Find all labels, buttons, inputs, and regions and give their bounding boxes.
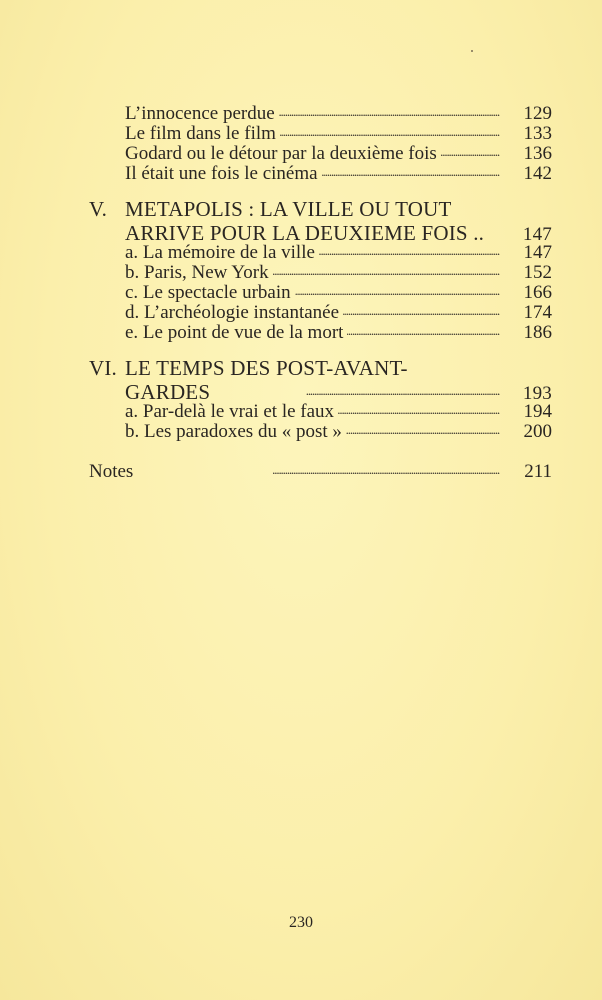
- chapter-number: VI.: [89, 356, 118, 380]
- toc-entry-label: Le film dans le film: [125, 123, 276, 144]
- dot-leader: [319, 238, 500, 258]
- toc-entry-page: 129: [523, 103, 552, 124]
- chapter-title-text: GARDES: [125, 380, 211, 404]
- dot-leader: [338, 397, 500, 417]
- dot-leader: [273, 258, 500, 278]
- dot-leader: [280, 119, 500, 139]
- dot-leader: [295, 278, 500, 298]
- toc-entry[interactable]: [125, 318, 552, 343]
- dot-leader: [322, 159, 500, 179]
- chapter-title-text: METAPOLIS : LA VILLE OU TOUT: [125, 197, 452, 221]
- toc-entry-label: Notes: [89, 461, 134, 482]
- toc-entry-label: L’innocence perdue: [125, 103, 275, 124]
- paper-speck: [471, 50, 473, 52]
- toc-entry-page: 200: [523, 421, 552, 442]
- toc-entry[interactable]: [125, 417, 552, 442]
- chapter-page: 147: [522, 224, 552, 245]
- chapter-title-text: LE TEMPS DES POST-AVANT-: [125, 356, 408, 380]
- dot-leader: [279, 99, 500, 119]
- toc-entry-page: 166: [523, 282, 552, 303]
- toc-entry-page: 133: [523, 123, 552, 144]
- chapter-title-line: [125, 198, 552, 220]
- chapter-page: 193: [522, 383, 552, 404]
- toc-entry-page: 136: [523, 143, 552, 164]
- toc-entry-label: Il était une fois le cinéma: [125, 163, 318, 184]
- chapter-title-line: [125, 357, 552, 379]
- toc-entry-page: 211: [524, 461, 552, 482]
- toc-entry-page: 147: [523, 242, 552, 263]
- toc-entry-label: b. Paris, New York: [125, 262, 269, 283]
- dot-leader: [137, 457, 500, 477]
- toc-entry-page: 142: [523, 163, 552, 184]
- toc-entry-label: c. Le spectacle urbain: [125, 282, 291, 303]
- toc-entry-label: d. L’archéologie instantanée: [125, 302, 340, 323]
- toc-entry-notes[interactable]: [89, 457, 552, 482]
- toc-entry-page: 152: [523, 262, 552, 283]
- dot-leader: [214, 377, 500, 399]
- dot-leader: [441, 139, 500, 159]
- toc-entry[interactable]: [125, 159, 552, 184]
- toc-entry-label: a. La mémoire de la ville: [125, 242, 315, 263]
- chapter-title-text: ARRIVE POUR LA DEUXIEME FOIS ..: [125, 221, 485, 245]
- toc-entry-page: 174: [523, 302, 552, 323]
- page-number: 230: [289, 914, 313, 931]
- toc-entry-page: 194: [523, 401, 552, 422]
- dot-leader: [343, 298, 500, 318]
- dot-leader: [346, 417, 500, 437]
- toc-entry-page: 186: [523, 322, 552, 343]
- toc-entry-label: a. Par-delà le vrai et le faux: [125, 401, 335, 422]
- dot-leader: [347, 318, 500, 338]
- chapter-number: V.: [89, 197, 108, 221]
- toc-entry-label: b. Les paradoxes du « post »: [125, 421, 342, 442]
- toc-entry-label: Godard ou le détour par la deuxième fois: [125, 143, 437, 164]
- toc-entry-label: e. Le point de vue de la mort: [125, 322, 344, 343]
